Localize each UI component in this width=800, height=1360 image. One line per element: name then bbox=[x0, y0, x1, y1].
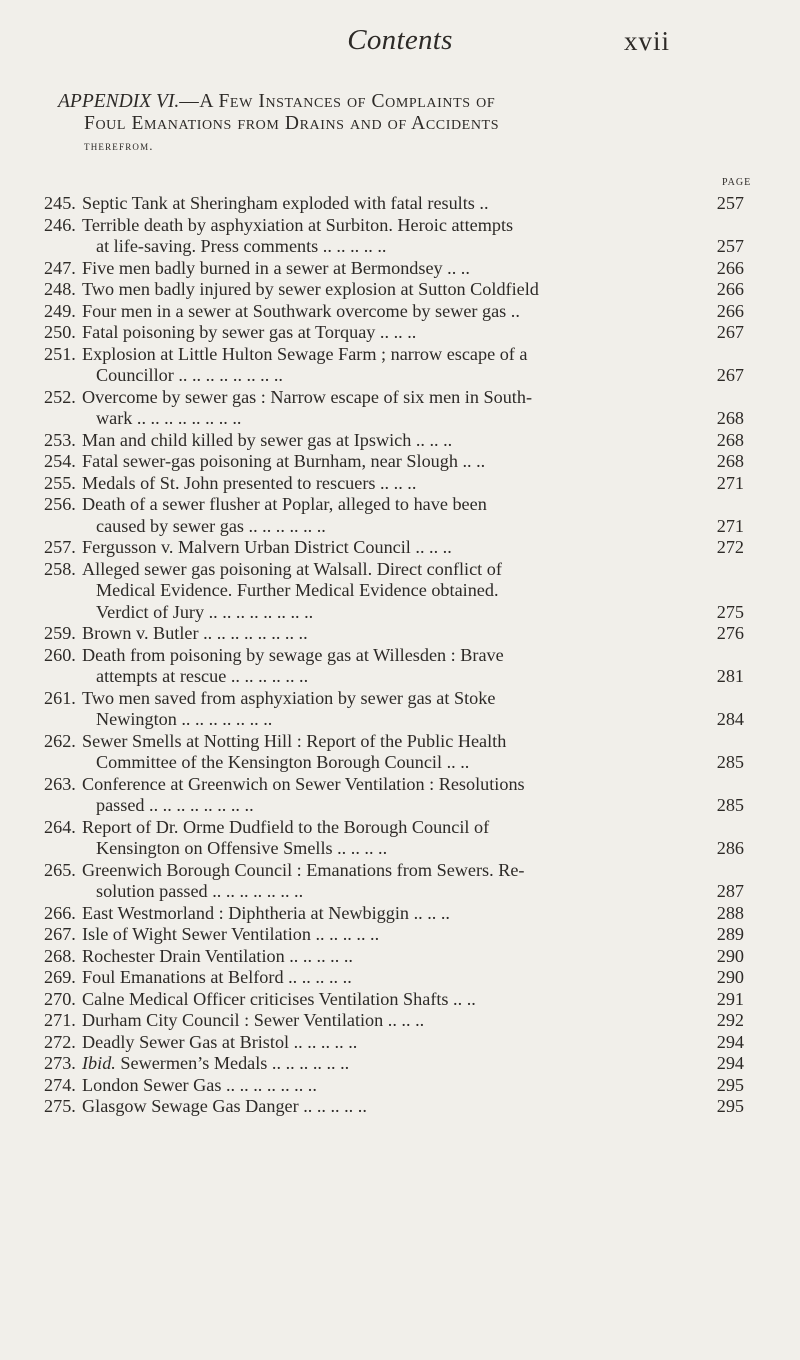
contents-entry bbox=[0, 1032, 800, 1054]
entry-title-line: East Westmorland : Diphtheria at Newbiggin .. .. .. bbox=[82, 902, 450, 923]
entry-page-number: 288 bbox=[716, 902, 744, 923]
entry-title bbox=[82, 451, 678, 473]
entry-number: 246. bbox=[44, 214, 76, 235]
entry-number: 274. bbox=[44, 1074, 76, 1095]
entry-number: 260. bbox=[44, 644, 76, 665]
entry-number: 245. bbox=[44, 193, 76, 213]
entry-page-number: 291 bbox=[716, 988, 744, 1009]
entry-title bbox=[82, 989, 678, 1011]
entry-number: 272. bbox=[44, 1031, 76, 1052]
entry-title-line: Foul Emanations at Belford .. .. .. .. .. bbox=[82, 967, 352, 987]
appendix-title-line1: —A Few Instances of Complaints of bbox=[179, 91, 496, 112]
entry-number: 254. bbox=[44, 451, 76, 471]
entry-title-line: passed .. .. .. .. .. .. .. .. bbox=[96, 795, 254, 815]
contents-entry bbox=[0, 279, 800, 301]
entry-page-number: 267 bbox=[716, 322, 744, 342]
running-head bbox=[0, 24, 800, 56]
entry-page-number: 268 bbox=[716, 408, 744, 428]
entry-title-line: Medical Evidence. Further Medical Evidence obtained. bbox=[96, 580, 499, 600]
contents-list bbox=[0, 193, 800, 1118]
entry-title-line: Two men saved from asphyxiation by sewer gas at Stoke bbox=[82, 687, 496, 708]
entry-number: 247. bbox=[44, 257, 76, 278]
entry-title-line: Kensington on Offensive Smells .. .. .. .. bbox=[96, 838, 388, 858]
entry-page-number: 268 bbox=[716, 451, 744, 471]
entry-number: 265. bbox=[44, 859, 76, 880]
contents-entry bbox=[0, 322, 800, 344]
entry-title bbox=[82, 731, 678, 774]
entry-title-line: Explosion at Little Hulton Sewage Farm ; narrow escape of a bbox=[82, 343, 528, 364]
contents-entry bbox=[0, 946, 800, 968]
entry-title bbox=[82, 344, 678, 387]
entry-page-number: 295 bbox=[716, 1096, 744, 1116]
entry-number: 257. bbox=[44, 537, 76, 557]
entry-page-number: 292 bbox=[716, 1010, 744, 1030]
entry-page-number: 294 bbox=[716, 1031, 744, 1052]
entry-number: 255. bbox=[44, 472, 76, 493]
contents-entry bbox=[0, 688, 800, 731]
entry-page-number: 271 bbox=[716, 515, 744, 536]
entry-title bbox=[82, 1032, 678, 1054]
entry-title bbox=[82, 537, 678, 559]
contents-entry bbox=[0, 924, 800, 946]
entry-page-number: 289 bbox=[716, 924, 744, 944]
entry-title-line: Report of Dr. Orme Dudfield to the Borough Council of bbox=[82, 816, 490, 837]
contents-entry bbox=[0, 473, 800, 495]
entry-title-line: Four men in a sewer at Southwark overcome by sewer gas .. bbox=[82, 300, 520, 321]
entry-number: 249. bbox=[44, 300, 76, 321]
entry-title-line: Councillor .. .. .. .. .. .. .. .. bbox=[96, 365, 283, 385]
entry-title-line: Isle of Wight Sewer Ventilation .. .. .. .. .. bbox=[82, 924, 380, 944]
appendix-title-line2: Foul Emanations from Drains and of Accidents bbox=[84, 113, 500, 134]
entry-title-line: Brown v. Butler .. .. .. .. .. .. .. .. bbox=[82, 623, 308, 643]
contents-entry bbox=[0, 344, 800, 387]
entry-title bbox=[82, 946, 678, 968]
entry-number: 250. bbox=[44, 322, 76, 342]
entry-page-number: 267 bbox=[716, 365, 744, 385]
contents-entry bbox=[0, 731, 800, 774]
entry-title-line: Durham City Council : Sewer Ventilation .. .. .. bbox=[82, 1010, 425, 1030]
contents-entry bbox=[0, 193, 800, 215]
entry-title-line: Five men badly burned in a sewer at Bermondsey .. .. bbox=[82, 257, 470, 278]
entry-title bbox=[82, 645, 678, 688]
entry-number: 268. bbox=[44, 945, 76, 966]
entry-number: 267. bbox=[44, 924, 76, 944]
contents-entry bbox=[0, 1096, 800, 1118]
contents-entry bbox=[0, 215, 800, 258]
appendix-title-line3: therefrom. bbox=[84, 138, 154, 153]
entry-title-line: attempts at rescue .. .. .. .. .. .. bbox=[96, 666, 309, 686]
entry-title-line: Calne Medical Officer criticises Ventilation Shafts .. .. bbox=[82, 988, 476, 1009]
entry-title bbox=[82, 258, 678, 280]
entry-title-line: Verdict of Jury .. .. .. .. .. .. .. .. bbox=[96, 601, 314, 622]
entry-title bbox=[82, 430, 678, 452]
entry-title-line: Committee of the Kensington Borough Council .. .. bbox=[96, 752, 470, 772]
entry-title-line: Greenwich Borough Council : Emanations from Sewers. Re- bbox=[82, 859, 525, 880]
entry-page-number: 272 bbox=[716, 537, 744, 557]
entry-title-line: Deadly Sewer Gas at Bristol .. .. .. .. .. bbox=[82, 1031, 358, 1052]
entry-title-line: Two men badly injured by sewer explosion at Sutton Coldfield bbox=[82, 279, 539, 299]
entry-title-line: Overcome by sewer gas : Narrow escape of six men in South- bbox=[82, 386, 533, 407]
entry-title-line: Glasgow Sewage Gas Danger .. .. .. .. .. bbox=[82, 1096, 367, 1116]
entry-page-number: 257 bbox=[716, 236, 744, 256]
running-title: Contents bbox=[347, 24, 453, 56]
entry-page-number: 266 bbox=[716, 279, 744, 299]
contents-entry bbox=[0, 537, 800, 559]
contents-entry bbox=[0, 1053, 800, 1075]
entry-number: 251. bbox=[44, 343, 76, 364]
entry-title-line: caused by sewer gas .. .. .. .. .. .. bbox=[96, 515, 326, 536]
entry-title bbox=[82, 903, 678, 925]
contents-entry bbox=[0, 1010, 800, 1032]
entry-title-line: wark .. .. .. .. .. .. .. .. bbox=[96, 408, 242, 428]
page-column-label: PAGE bbox=[722, 177, 752, 188]
appendix-label: APPENDIX VI. bbox=[58, 91, 180, 112]
entry-title-line: Terrible death by asphyxiation at Surbiton. Heroic attempts bbox=[82, 214, 514, 235]
entry-number: 270. bbox=[44, 988, 76, 1009]
entry-number: 252. bbox=[44, 386, 76, 407]
entry-title-line: at life-saving. Press comments .. .. .. .. .. bbox=[96, 236, 387, 256]
entry-title bbox=[82, 279, 678, 301]
entry-page-number: 290 bbox=[716, 945, 744, 966]
entry-page-number: 287 bbox=[716, 881, 744, 901]
entry-title-line: Death from poisoning by sewage gas at Willesden : Brave bbox=[82, 644, 504, 665]
page-numeral: xvii bbox=[623, 26, 670, 56]
entry-number: 253. bbox=[44, 429, 76, 450]
entry-number: 266. bbox=[44, 902, 76, 923]
entry-title bbox=[82, 1075, 678, 1097]
contents-entry bbox=[0, 623, 800, 645]
entry-title bbox=[82, 215, 678, 258]
entry-title-line: solution passed .. .. .. .. .. .. .. bbox=[96, 881, 304, 901]
entry-title-line: Medals of St. John presented to rescuers .. .. .. bbox=[82, 472, 417, 493]
entry-page-number: 281 bbox=[716, 666, 744, 686]
contents-entry bbox=[0, 451, 800, 473]
entry-title bbox=[82, 860, 678, 903]
entry-page-number: 290 bbox=[716, 967, 744, 987]
entry-title bbox=[82, 774, 678, 817]
entry-page-number: 286 bbox=[716, 838, 744, 858]
entry-title-line: Sewer Smells at Notting Hill : Report of the Public Health bbox=[82, 730, 507, 751]
contents-entry bbox=[0, 645, 800, 688]
entry-number: 269. bbox=[44, 967, 76, 987]
contents-entry bbox=[0, 860, 800, 903]
contents-entry bbox=[0, 258, 800, 280]
entry-title bbox=[82, 387, 678, 430]
entry-title-line: Septic Tank at Sheringham exploded with fatal results .. bbox=[82, 193, 489, 213]
entry-page-number: 295 bbox=[716, 1074, 744, 1095]
entry-title bbox=[82, 1010, 678, 1032]
entry-page-number: 294 bbox=[716, 1053, 744, 1073]
entry-number: 263. bbox=[44, 773, 76, 794]
entry-number: 258. bbox=[44, 558, 76, 579]
entry-title bbox=[82, 193, 678, 215]
entry-title bbox=[82, 473, 678, 495]
entry-title-line: Newington .. .. .. .. .. .. .. bbox=[96, 709, 273, 729]
entry-title bbox=[82, 1096, 678, 1118]
contents-entry bbox=[0, 774, 800, 817]
contents-entry bbox=[0, 817, 800, 860]
entry-title-line: Alleged sewer gas poisoning at Walsall. Direct conflict of bbox=[82, 558, 502, 579]
entry-number: 262. bbox=[44, 730, 76, 751]
contents-entry bbox=[0, 301, 800, 323]
contents-entry bbox=[0, 903, 800, 925]
entry-title-line: Rochester Drain Ventilation .. .. .. .. .. bbox=[82, 945, 353, 966]
entry-page-number: 284 bbox=[716, 709, 744, 729]
entry-title bbox=[82, 1053, 678, 1075]
contents-entry bbox=[0, 494, 800, 537]
entry-title bbox=[82, 623, 678, 645]
entry-page-number: 271 bbox=[716, 472, 744, 493]
entry-page-number: 266 bbox=[716, 257, 744, 278]
entry-title bbox=[82, 322, 678, 344]
entry-title bbox=[82, 494, 678, 537]
entry-page-number: 285 bbox=[716, 752, 744, 772]
entry-title-line: Conference at Greenwich on Sewer Ventilation : Resolutions bbox=[82, 773, 525, 794]
entry-title-line: Man and child killed by sewer gas at Ipswich .. .. .. bbox=[82, 429, 453, 450]
appendix-heading bbox=[58, 91, 658, 157]
entry-title-line: Fatal sewer-gas poisoning at Burnham, near Slough .. .. bbox=[82, 451, 486, 471]
entry-page-number: 275 bbox=[716, 601, 744, 622]
entry-title bbox=[82, 967, 678, 989]
entry-title bbox=[82, 559, 678, 624]
entry-number: 273. bbox=[44, 1053, 76, 1073]
entry-number: 261. bbox=[44, 687, 76, 708]
entry-title bbox=[82, 301, 678, 323]
contents-entry bbox=[0, 559, 800, 624]
entry-title-line: Fergusson v. Malvern Urban District Council .. .. .. bbox=[82, 537, 452, 557]
contents-entry bbox=[0, 430, 800, 452]
entry-page-number: 285 bbox=[716, 795, 744, 815]
entry-page-number: 268 bbox=[716, 429, 744, 450]
entry-page-number: 276 bbox=[716, 623, 744, 643]
contents-entry bbox=[0, 967, 800, 989]
entry-title-line: Ibid. Sewermen’s Medals .. .. .. .. .. .. bbox=[82, 1053, 350, 1073]
entry-title bbox=[82, 817, 678, 860]
contents-entry bbox=[0, 387, 800, 430]
entry-title-line: Fatal poisoning by sewer gas at Torquay .. .. .. bbox=[82, 322, 417, 342]
entry-number: 248. bbox=[44, 279, 76, 299]
entry-title bbox=[82, 924, 678, 946]
entry-page-number: 257 bbox=[716, 193, 744, 213]
entry-title-line: London Sewer Gas .. .. .. .. .. .. .. bbox=[82, 1074, 317, 1095]
entry-title bbox=[82, 688, 678, 731]
entry-number: 259. bbox=[44, 623, 76, 643]
entry-page-number: 266 bbox=[716, 300, 744, 321]
contents-entry bbox=[0, 1075, 800, 1097]
entry-title-line: Death of a sewer flusher at Poplar, alleged to have been bbox=[82, 494, 487, 514]
contents-entry bbox=[0, 989, 800, 1011]
entry-number: 275. bbox=[44, 1096, 76, 1116]
entry-number: 256. bbox=[44, 494, 76, 514]
entry-number: 264. bbox=[44, 816, 76, 837]
entry-number: 271. bbox=[44, 1010, 76, 1030]
